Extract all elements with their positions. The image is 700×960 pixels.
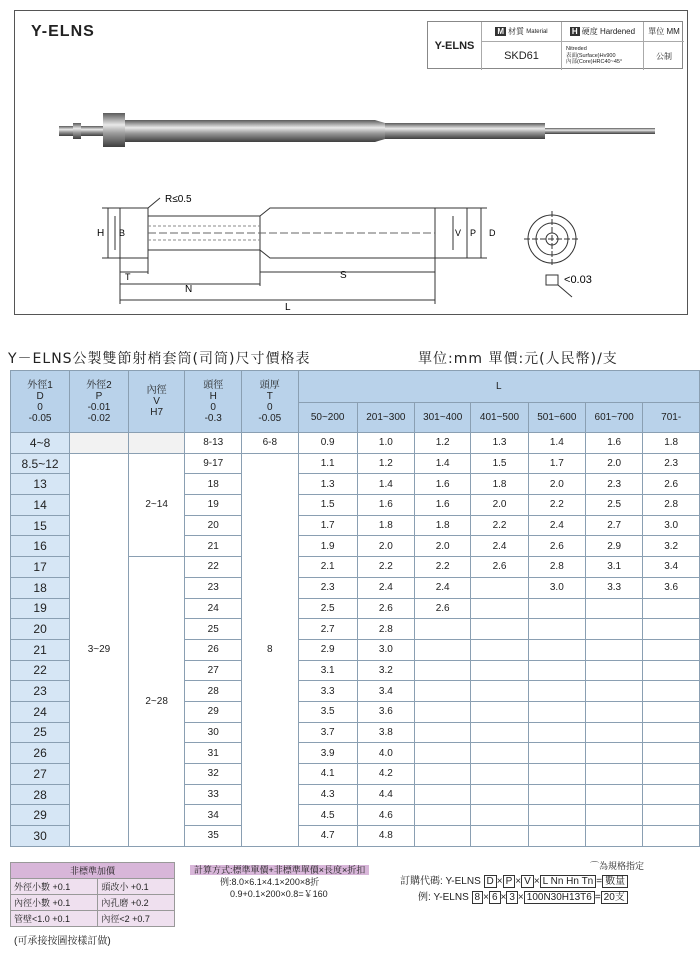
price-cell xyxy=(585,743,642,764)
price-cell: 3.3 xyxy=(585,577,642,598)
price-cell: 2.7 xyxy=(298,619,357,640)
outer-diameter-cell: 19 xyxy=(11,598,70,619)
t-group-cell: 8 xyxy=(241,453,298,846)
price-cell xyxy=(585,784,642,805)
price-cell: 2.7 xyxy=(585,515,642,536)
end-view-drawing xyxy=(520,201,630,301)
table-row xyxy=(11,433,700,454)
col-d-header: 外徑1 D 0 -0.05 xyxy=(11,371,70,433)
price-cell: 1.5 xyxy=(298,495,357,516)
order-example: 例: Y-ELNS 8 × 6 × 3 × 100N30H13T6 = 20支 xyxy=(400,890,644,906)
outer-diameter-cell: 4~8 xyxy=(11,433,70,454)
head-diameter-cell: 29 xyxy=(185,701,241,722)
price-cell: 2.8 xyxy=(528,557,585,578)
price-cell: 1.8 xyxy=(415,515,471,536)
t-label: T xyxy=(125,272,131,282)
price-cell: 3.1 xyxy=(298,660,357,681)
price-cell xyxy=(415,681,471,702)
price-cell xyxy=(528,681,585,702)
price-cell: 3.0 xyxy=(643,515,700,536)
price-cell xyxy=(643,784,700,805)
table-heading xyxy=(8,348,692,368)
p-empty-cell xyxy=(70,433,129,454)
material-header: M 材質 Material xyxy=(482,22,562,42)
price-cell: 4.2 xyxy=(357,764,414,785)
table-title: Y－ELNS公製雙節射梢套筒(司筒)尺寸價格表 xyxy=(8,351,311,367)
price-cell: 4.7 xyxy=(298,826,357,847)
concentricity-label: <0.03 xyxy=(564,274,592,286)
l-range-header: 201~300 xyxy=(357,403,414,433)
price-cell: 2.9 xyxy=(298,639,357,660)
price-cell: 1.3 xyxy=(471,433,528,454)
head-diameter-cell: 24 xyxy=(185,598,241,619)
outer-diameter-cell: 13 xyxy=(11,474,70,495)
price-cell: 2.4 xyxy=(415,577,471,598)
outer-diameter-cell: 18 xyxy=(11,577,70,598)
price-cell xyxy=(415,805,471,826)
head-diameter-cell: 18 xyxy=(185,474,241,495)
price-cell xyxy=(415,764,471,785)
price-cell: 1.0 xyxy=(357,433,414,454)
price-cell: 2.9 xyxy=(585,536,642,557)
price-cell xyxy=(471,619,528,640)
product-title: Y-ELNS xyxy=(31,23,95,40)
price-cell xyxy=(471,764,528,785)
head-diameter-cell: 27 xyxy=(185,660,241,681)
radius-label: R≤0.5 xyxy=(165,194,192,205)
price-cell xyxy=(471,681,528,702)
head-diameter-cell: 35 xyxy=(185,826,241,847)
price-cell: 4.3 xyxy=(298,784,357,805)
head-diameter-cell: 28 xyxy=(185,681,241,702)
price-cell xyxy=(585,681,642,702)
price-cell: 1.2 xyxy=(415,433,471,454)
price-cell: 3.7 xyxy=(298,722,357,743)
price-cell xyxy=(471,660,528,681)
price-cell: 2.2 xyxy=(471,515,528,536)
outer-diameter-cell: 14 xyxy=(11,495,70,516)
price-cell: 2.6 xyxy=(471,557,528,578)
price-cell xyxy=(528,660,585,681)
price-cell: 3.8 xyxy=(357,722,414,743)
price-cell: 2.0 xyxy=(357,536,414,557)
price-cell: 2.3 xyxy=(585,474,642,495)
price-cell: 2.3 xyxy=(643,453,700,474)
h-label: H xyxy=(97,228,105,239)
price-cell xyxy=(585,598,642,619)
price-cell: 1.7 xyxy=(298,515,357,536)
price-cell: 1.6 xyxy=(415,474,471,495)
v-empty-cell xyxy=(128,433,185,454)
price-cell: 2.4 xyxy=(528,515,585,536)
price-cell: 1.6 xyxy=(415,495,471,516)
price-cell: 4.5 xyxy=(298,805,357,826)
price-cell xyxy=(643,660,700,681)
price-cell xyxy=(528,701,585,722)
price-cell xyxy=(585,701,642,722)
calc-example-1: 例:8.0×6.1×4.1×200×8折 xyxy=(220,877,320,887)
head-diameter-cell: 31 xyxy=(185,743,241,764)
price-cell xyxy=(415,701,471,722)
spec-note: ⌒為規格指定 xyxy=(590,861,645,871)
outer-diameter-cell: 27 xyxy=(11,764,70,785)
price-cell: 2.4 xyxy=(357,577,414,598)
price-cell xyxy=(528,764,585,785)
price-cell xyxy=(528,784,585,805)
price-cell xyxy=(585,805,642,826)
price-cell xyxy=(528,639,585,660)
outer-diameter-cell: 21 xyxy=(11,639,70,660)
l-label: L xyxy=(285,302,291,311)
price-cell: 2.3 xyxy=(298,577,357,598)
price-table-body xyxy=(11,433,700,847)
price-cell: 3.6 xyxy=(357,701,414,722)
price-cell: 2.0 xyxy=(528,474,585,495)
bottom-section xyxy=(10,858,690,958)
product-panel xyxy=(14,10,688,315)
price-cell: 3.9 xyxy=(298,743,357,764)
price-cell xyxy=(471,598,528,619)
price-cell: 2.1 xyxy=(298,557,357,578)
price-cell: 4.0 xyxy=(357,743,414,764)
price-cell: 3.4 xyxy=(643,557,700,578)
head-diameter-cell: 30 xyxy=(185,722,241,743)
price-cell: 1.7 xyxy=(528,453,585,474)
price-cell xyxy=(471,805,528,826)
price-cell: 3.5 xyxy=(298,701,357,722)
hardness-header: H 硬度 Hardened xyxy=(562,22,644,42)
price-cell xyxy=(585,826,642,847)
price-cell xyxy=(415,743,471,764)
v-group-cell: 2~14 xyxy=(128,453,185,556)
price-cell: 2.5 xyxy=(585,495,642,516)
head-diameter-cell: 26 xyxy=(185,639,241,660)
col-p-header: 外徑2 P -0.01 -0.02 xyxy=(70,371,129,433)
outer-diameter-cell: 22 xyxy=(11,660,70,681)
calculation-note xyxy=(190,864,369,900)
price-cell xyxy=(471,826,528,847)
price-cell xyxy=(585,619,642,640)
extra-charge-table: 非標準加價 外徑小數 +0.1 頭改小 +0.1 內徑小數 +0.1 內孔磨 +0.2 管壁<1.0 +0.1 內徑<2 +0.7 xyxy=(10,862,175,927)
unit-value: 公制 xyxy=(656,51,672,61)
outer-diameter-cell: 16 xyxy=(11,536,70,557)
outer-diameter-cell: 25 xyxy=(11,722,70,743)
table-row xyxy=(11,453,700,474)
spec-table xyxy=(427,21,683,69)
price-cell xyxy=(643,743,700,764)
outer-diameter-cell: 29 xyxy=(11,805,70,826)
price-cell: 1.2 xyxy=(357,453,414,474)
order-format: 訂購代碼: Y-ELNS D × P × V × L Nn Hn Tn = 數量 xyxy=(400,874,644,890)
head-diameter-cell: 8-13 xyxy=(185,433,241,454)
price-cell: 2.6 xyxy=(643,474,700,495)
p-group-cell: 3~29 xyxy=(70,453,129,846)
outer-diameter-cell: 20 xyxy=(11,619,70,640)
price-cell xyxy=(528,805,585,826)
extra-title: 非標準加價 xyxy=(11,863,175,879)
price-cell: 3.6 xyxy=(643,577,700,598)
l-range-header: 301~400 xyxy=(415,403,471,433)
outer-diameter-cell: 28 xyxy=(11,784,70,805)
price-cell xyxy=(471,743,528,764)
outer-diameter-cell: 26 xyxy=(11,743,70,764)
l-range-header: 601~700 xyxy=(585,403,642,433)
price-cell: 2.4 xyxy=(471,536,528,557)
head-diameter-cell: 25 xyxy=(185,619,241,640)
price-cell: 4.1 xyxy=(298,764,357,785)
price-cell: 1.9 xyxy=(298,536,357,557)
head-diameter-cell: 9-17 xyxy=(185,453,241,474)
price-cell xyxy=(528,598,585,619)
technical-drawing xyxy=(75,186,505,311)
material-value: SKD61 xyxy=(482,42,562,70)
price-cell: 3.1 xyxy=(585,557,642,578)
price-cell xyxy=(528,743,585,764)
l-range-header: 701- xyxy=(643,403,700,433)
price-cell xyxy=(528,722,585,743)
hardness-icon: H xyxy=(571,27,578,36)
price-cell xyxy=(643,805,700,826)
price-cell xyxy=(643,701,700,722)
outer-diameter-cell: 17 xyxy=(11,557,70,578)
price-cell xyxy=(585,639,642,660)
head-diameter-cell: 20 xyxy=(185,515,241,536)
price-cell: 2.2 xyxy=(415,557,471,578)
price-cell xyxy=(415,826,471,847)
price-cell xyxy=(643,826,700,847)
price-cell: 2.6 xyxy=(357,598,414,619)
col-l-header: L xyxy=(298,371,699,403)
price-cell: 2.6 xyxy=(528,536,585,557)
col-v-header: 內徑 V H7 xyxy=(128,371,185,433)
price-cell: 1.8 xyxy=(357,515,414,536)
s-label: S xyxy=(340,270,347,281)
head-diameter-cell: 21 xyxy=(185,536,241,557)
price-cell xyxy=(643,598,700,619)
price-cell: 1.4 xyxy=(357,474,414,495)
price-cell: 2.8 xyxy=(643,495,700,516)
price-cell xyxy=(643,764,700,785)
price-cell: 1.6 xyxy=(585,433,642,454)
outer-diameter-cell: 24 xyxy=(11,701,70,722)
price-cell: 3.3 xyxy=(298,681,357,702)
price-cell xyxy=(471,577,528,598)
price-cell: 4.4 xyxy=(357,784,414,805)
table-unit: 單位:mm 單價:元(人民幣)/支 xyxy=(418,351,618,367)
l-range-header: 401~500 xyxy=(471,403,528,433)
price-cell: 4.8 xyxy=(357,826,414,847)
price-cell: 2.5 xyxy=(298,598,357,619)
price-cell xyxy=(471,722,528,743)
price-cell: 2.0 xyxy=(415,536,471,557)
price-cell: 1.8 xyxy=(643,433,700,454)
d-label: D xyxy=(489,228,496,238)
b-label: B xyxy=(119,228,126,238)
col-h-header: 頭徑 H 0 -0.3 xyxy=(185,371,241,433)
price-cell xyxy=(643,681,700,702)
head-diameter-cell: 23 xyxy=(185,577,241,598)
outer-diameter-cell: 30 xyxy=(11,826,70,847)
price-cell xyxy=(471,639,528,660)
price-cell: 2.0 xyxy=(585,453,642,474)
price-cell xyxy=(528,826,585,847)
outer-diameter-cell: 15 xyxy=(11,515,70,536)
price-cell: 3.0 xyxy=(357,639,414,660)
price-cell: 2.2 xyxy=(528,495,585,516)
price-cell xyxy=(643,639,700,660)
price-cell xyxy=(471,701,528,722)
price-cell: 2.6 xyxy=(415,598,471,619)
n-label: N xyxy=(185,284,193,295)
custom-order-note: (可承接按圖按樣訂做) xyxy=(14,936,111,947)
outer-diameter-cell: 8.5~12 xyxy=(11,453,70,474)
head-diameter-cell: 32 xyxy=(185,764,241,785)
head-diameter-cell: 22 xyxy=(185,557,241,578)
price-cell: 1.4 xyxy=(528,433,585,454)
price-cell xyxy=(643,722,700,743)
price-cell: 3.4 xyxy=(357,681,414,702)
unit-header: 單位 MM xyxy=(644,22,684,42)
price-cell: 1.6 xyxy=(357,495,414,516)
price-cell: 3.2 xyxy=(643,536,700,557)
price-cell xyxy=(415,639,471,660)
price-cell: 1.8 xyxy=(471,474,528,495)
p-label: P xyxy=(470,228,477,238)
price-cell xyxy=(585,764,642,785)
price-cell: 2.8 xyxy=(357,619,414,640)
price-cell: 3.0 xyxy=(528,577,585,598)
order-code xyxy=(400,858,644,906)
v-label: V xyxy=(455,228,462,238)
price-cell: 1.5 xyxy=(471,453,528,474)
l-range-header: 50~200 xyxy=(298,403,357,433)
price-cell: 4.6 xyxy=(357,805,414,826)
product-photo xyxy=(55,99,665,149)
price-cell xyxy=(528,619,585,640)
price-cell xyxy=(415,784,471,805)
head-diameter-cell: 19 xyxy=(185,495,241,516)
spec-code: Y-ELNS xyxy=(428,22,482,70)
price-cell xyxy=(643,619,700,640)
t-first-cell: 6-8 xyxy=(241,433,298,454)
price-table xyxy=(10,370,700,847)
col-t-header: 頭厚 T 0 -0.05 xyxy=(241,371,298,433)
price-cell: 2.2 xyxy=(357,557,414,578)
price-cell: 3.2 xyxy=(357,660,414,681)
price-cell xyxy=(415,619,471,640)
calc-example-2: 0.9+0.1×200×0.8=￥160 xyxy=(230,889,328,899)
price-cell: 1.1 xyxy=(298,453,357,474)
price-cell xyxy=(415,722,471,743)
material-icon: M xyxy=(497,27,505,36)
head-diameter-cell: 33 xyxy=(185,784,241,805)
price-cell xyxy=(585,660,642,681)
price-cell xyxy=(415,660,471,681)
l-range-header: 501~600 xyxy=(528,403,585,433)
price-cell xyxy=(585,722,642,743)
outer-diameter-cell: 23 xyxy=(11,681,70,702)
price-cell: 1.4 xyxy=(415,453,471,474)
price-cell: 2.0 xyxy=(471,495,528,516)
price-cell: 0.9 xyxy=(298,433,357,454)
calc-method: 計算方式:標準單價+非標準單價×長度×折扣 xyxy=(190,865,369,875)
head-diameter-cell: 34 xyxy=(185,805,241,826)
v-group-cell: 2~28 xyxy=(128,557,185,847)
price-cell: 1.3 xyxy=(298,474,357,495)
price-cell xyxy=(471,784,528,805)
hardness-value: Nitreded 表面(Surface)Hv900 內部(Core)HRC40~45° xyxy=(562,42,644,70)
